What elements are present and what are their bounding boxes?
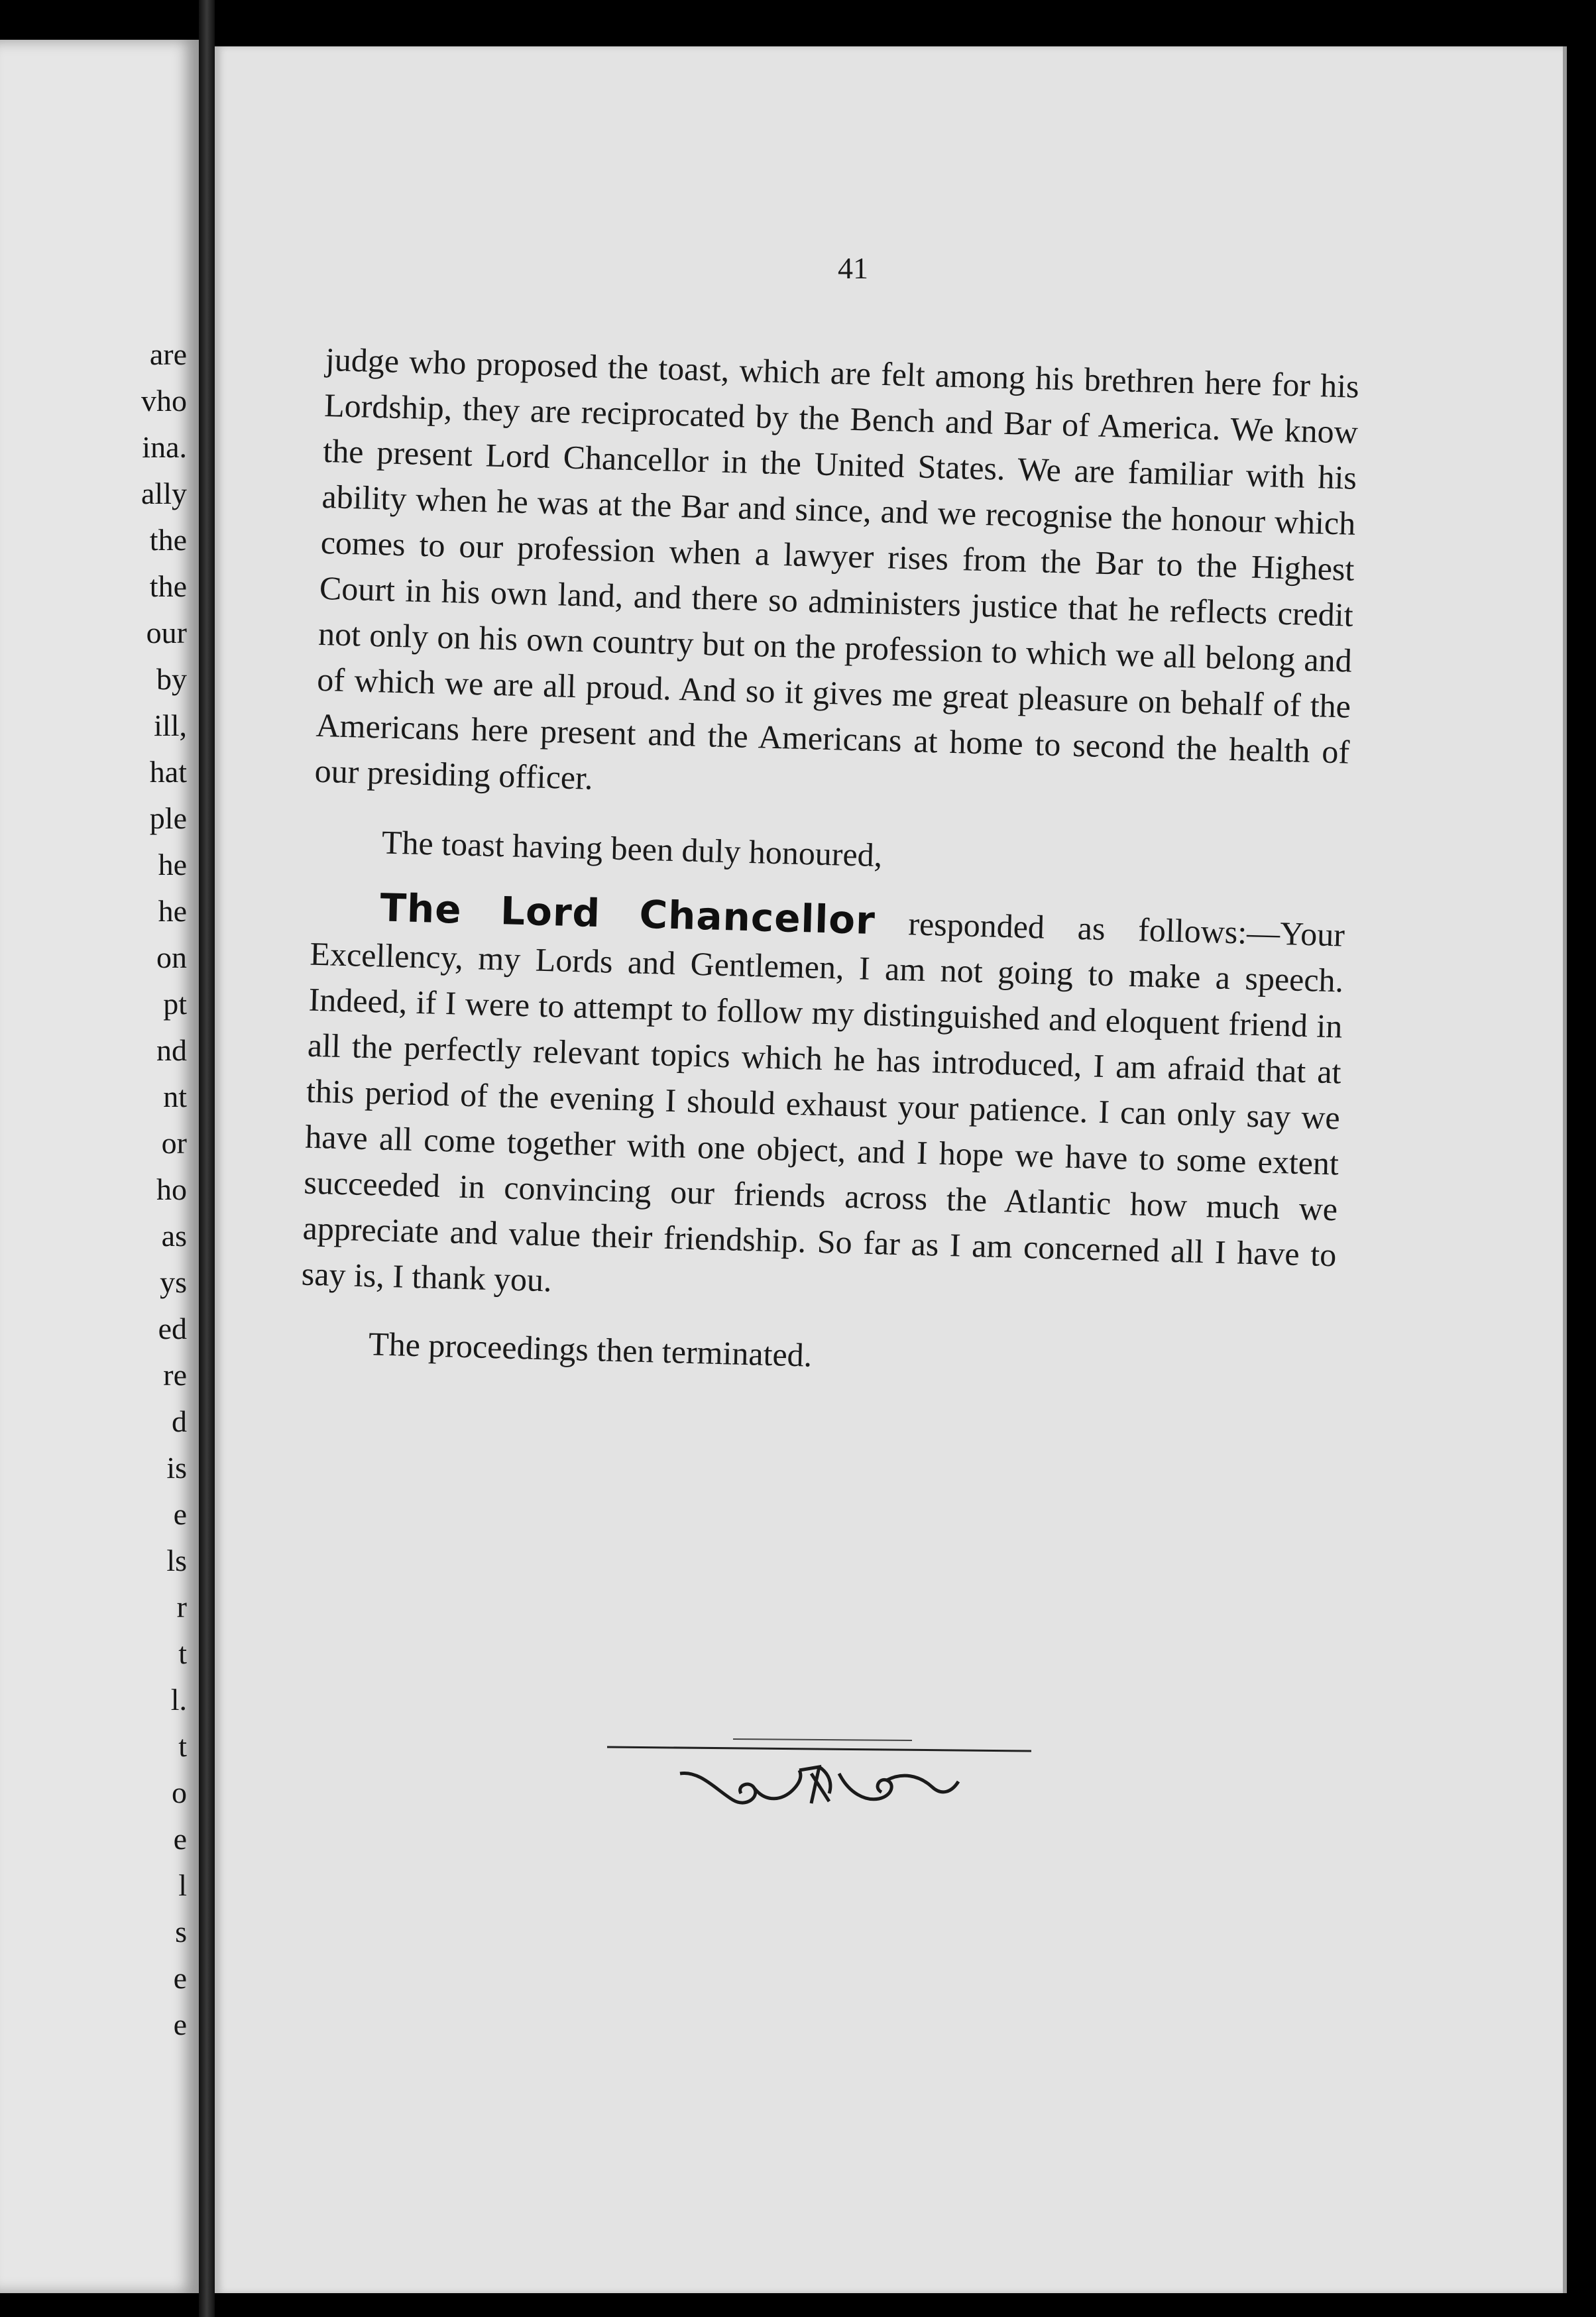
- facing-page-fragment: ina.: [142, 430, 187, 464]
- facing-page-fragment: hat: [149, 755, 187, 789]
- facing-page-fragment: is: [166, 1451, 187, 1485]
- facing-page-fragment: as: [161, 1219, 187, 1253]
- scroll-flourish-ornament-icon: [600, 1727, 1038, 1833]
- facing-page-fragment: the: [149, 569, 187, 603]
- facing-page-fragment: e: [173, 2007, 187, 2041]
- facing-page-fragment: vho: [141, 384, 187, 418]
- speaker-heading-lord-chancellor: The Lord Chancellor: [379, 885, 876, 943]
- facing-page-fragment: pt: [163, 987, 187, 1021]
- paragraph-lord-chancellor-response: [301, 883, 1345, 1324]
- paragraph-speech-conclusion: judge who proposed the toast, which are felt among his brethren here for his Lordship, they are reciprocated by the Bench and Bar of America. We know the present Lord Chancellor in the United States. We are familiar with his ability when he was at the Bar and since, and we recognise the honour which comes to our profession when a lawyer rises from the Bar to the Highest Court in his own land, and there so administers justice that he reflects credit not only on his own country but on the profession to which we all belong and of which we are all proud. And so it gives me great pleasure on behalf of the Americans here present and the Americans at home to second the health of our presiding officer.: [314, 340, 1360, 797]
- facing-page-fragment: he: [158, 894, 187, 928]
- facing-page-fragment: e: [173, 1497, 187, 1531]
- facing-page-fragment: ed: [158, 1312, 187, 1345]
- facing-page-fragment: re: [163, 1358, 187, 1392]
- facing-page-fragment: ho: [156, 1172, 187, 1206]
- facing-page-fragment: our: [146, 616, 187, 650]
- facing-page-fragment: l: [178, 1868, 187, 1902]
- facing-page-fragment: on: [156, 940, 187, 974]
- facing-page-fragment: ple: [149, 801, 187, 835]
- facing-page-left: [0, 40, 199, 2293]
- facing-page-fragment: he: [158, 848, 187, 881]
- facing-page-fragment: ls: [166, 1544, 187, 1577]
- page-41: [215, 46, 1563, 2293]
- lord-chancellor-response-text: responded as follows:—Your Excellency, my Lords and Gentlemen, I am not going to make a speech. Indeed, if I were to attempt to follow my distinguished and eloquent friend in all the perfectly relevant topics which he has introduced, I am afraid that at this period of the evening I should exhaust your patience. I can only say we have all come together with one object, and I hope we have to some extent succeeded in convincing our friends across the Atlantic how much we appreciate and value their friendship. So far as I am concerned all I have to say is, I thank you.: [301, 904, 1345, 1299]
- facing-page-fragment: l.: [170, 1683, 187, 1717]
- facing-page-fragment: ally: [141, 477, 187, 510]
- facing-page-fragment: ill,: [154, 708, 187, 742]
- facing-page-fragment: nt: [163, 1080, 187, 1113]
- facing-page-text-fragments: [141, 331, 187, 2048]
- facing-page-fragment: by: [156, 662, 187, 696]
- facing-page-fragment: are: [149, 337, 187, 371]
- paragraph-toast-honoured: The toast having been duly honoured,: [381, 823, 883, 874]
- facing-page-fragment: or: [161, 1126, 187, 1160]
- facing-page-fragment: e: [173, 1961, 187, 1995]
- facing-page-fragment: e: [173, 1822, 187, 1856]
- page-number: 41: [838, 251, 868, 285]
- facing-page-fragment: t: [178, 1636, 187, 1670]
- facing-page-fragment: o: [172, 1776, 187, 1809]
- facing-page-fragment: nd: [156, 1033, 187, 1067]
- facing-page-fragment: s: [175, 1915, 187, 1949]
- paragraph-proceedings-terminated: The proceedings then terminated.: [368, 1325, 813, 1374]
- facing-page-fragment: d: [172, 1404, 187, 1438]
- facing-page-fragment: r: [176, 1590, 187, 1624]
- book-spine: [199, 0, 215, 2317]
- facing-page-fragment: the: [149, 523, 187, 557]
- facing-page-fragment: ys: [160, 1265, 187, 1299]
- page-body-text: [299, 337, 1571, 1398]
- facing-page-fragment: t: [178, 1729, 187, 1763]
